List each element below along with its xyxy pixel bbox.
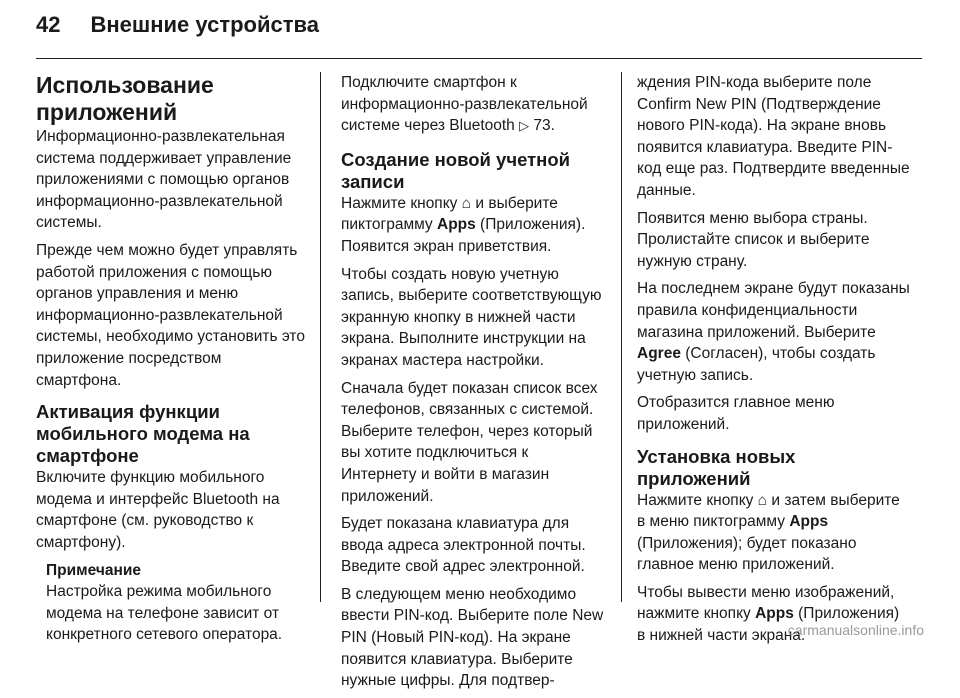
header-rule: [36, 58, 922, 59]
column-3: [637, 72, 911, 653]
watermark: carmanualsonline.info: [787, 622, 924, 638]
note-title: Примечание: [46, 561, 141, 579]
paragraph: Сначала будет показан список всех телефонов, связанных с системой. Выберите телефон, через который вы хотите подключиться к Интернету и войти в магазин приложений.: [341, 379, 598, 505]
section-title: Внешние устройства: [90, 12, 319, 37]
paragraph: [341, 193, 607, 258]
page-number: 42: [36, 12, 61, 37]
paragraph-text: (Приложения). Появится экран приветствия.: [341, 216, 586, 255]
page-reference: 73.: [533, 117, 555, 135]
heading-install-apps: Установка новых приложений: [637, 445, 796, 489]
home-icon: ⌂: [461, 194, 472, 212]
column-1: [36, 72, 306, 652]
paragraph-text: (Приложения) в нижней части экрана.: [637, 605, 900, 645]
heading-activate-modem: Активация функции мобильного модема на смартфоне: [36, 401, 250, 467]
page-header: [36, 12, 924, 46]
paragraph-text: (Приложения); будет показано главное меню приложений.: [637, 534, 857, 574]
paragraph-text: Нажмите кнопку: [341, 194, 462, 212]
paragraph: Будет показана клавиатура для ввода адреса электронной почты. Введите свой адрес электронной.: [341, 515, 586, 576]
paragraph: Чтобы создать новую учетную запись, выберите соответствующую экранную кнопку в нижней части экрана. Выполните инструкции на экранах мастера настройки.: [341, 265, 602, 369]
paragraph-text: На последнем экране будут показаны правила конфиденциальности магазина приложений. Выберите: [637, 280, 910, 341]
paragraph-text: Нажмите кнопку: [637, 491, 758, 509]
paragraph: Включите функцию мобильного модема и интерфейс Bluetooth на смартфоне (см. руководство к смартфону).: [36, 469, 280, 551]
apps-label: Apps: [437, 216, 476, 234]
paragraph-text: и выберите пиктограмму: [341, 194, 558, 234]
paragraph: [637, 278, 911, 386]
home-icon: ⌂: [757, 491, 768, 509]
apps-label: Apps: [789, 513, 829, 531]
column-divider: [621, 72, 622, 602]
note-block: [36, 560, 306, 646]
paragraph: [341, 72, 607, 137]
paragraph-text: и затем выберите в меню пиктограмму: [637, 491, 900, 531]
agree-label: Agree: [637, 345, 681, 363]
column-divider: [320, 72, 321, 602]
apps-label: Apps: [755, 605, 794, 623]
heading-new-account: Создание новой учетной записи: [341, 148, 571, 192]
heading-using-apps: Использование приложений: [36, 72, 214, 125]
paragraph: В следующем меню необходимо ввести PIN-код. Выберите поле New PIN (Новый PIN-код). На экране появится клавиатура. Выберите нужные цифры. Для подтвер-: [341, 585, 604, 690]
paragraph: ждения PIN-кода выберите поле Confirm New PIN (Подтверждение нового PIN-кода). На экране вновь появится клавиатура. Введите PIN-код еще раз. Подтвердите введенные данные.: [637, 74, 910, 199]
note-text: Настройка режима мобильного модема на телефоне зависит от конкретного сетевого оператора.: [46, 583, 283, 644]
paragraph: Появится меню выбора страны. Пролистайте список и выберите нужную страну.: [637, 209, 870, 270]
column-2: [341, 72, 607, 698]
paragraph: Прежде чем можно будет управлять работой приложения с помощью органов управления и меню информационно-развлекательной системы, необходимо установить это приложение посредством смартфона.: [36, 241, 305, 389]
paragraph: Информационно-развлекательная система поддерживает управление приложениями с помощью органов информационно-развлекательной системы.: [36, 128, 292, 232]
paragraph-text: Подключите смартфон к информационно-развлекательной системе через Bluetooth: [341, 74, 588, 135]
paragraph-text: (Согласен), чтобы создать учетную запись.: [637, 345, 876, 384]
paragraph-text: Чтобы вывести меню изображений, нажмите кнопку: [637, 583, 895, 623]
paragraph: Отобразится главное меню приложений.: [637, 394, 835, 433]
reference-arrow-icon: ▷: [519, 118, 530, 134]
paragraph: [637, 490, 911, 576]
